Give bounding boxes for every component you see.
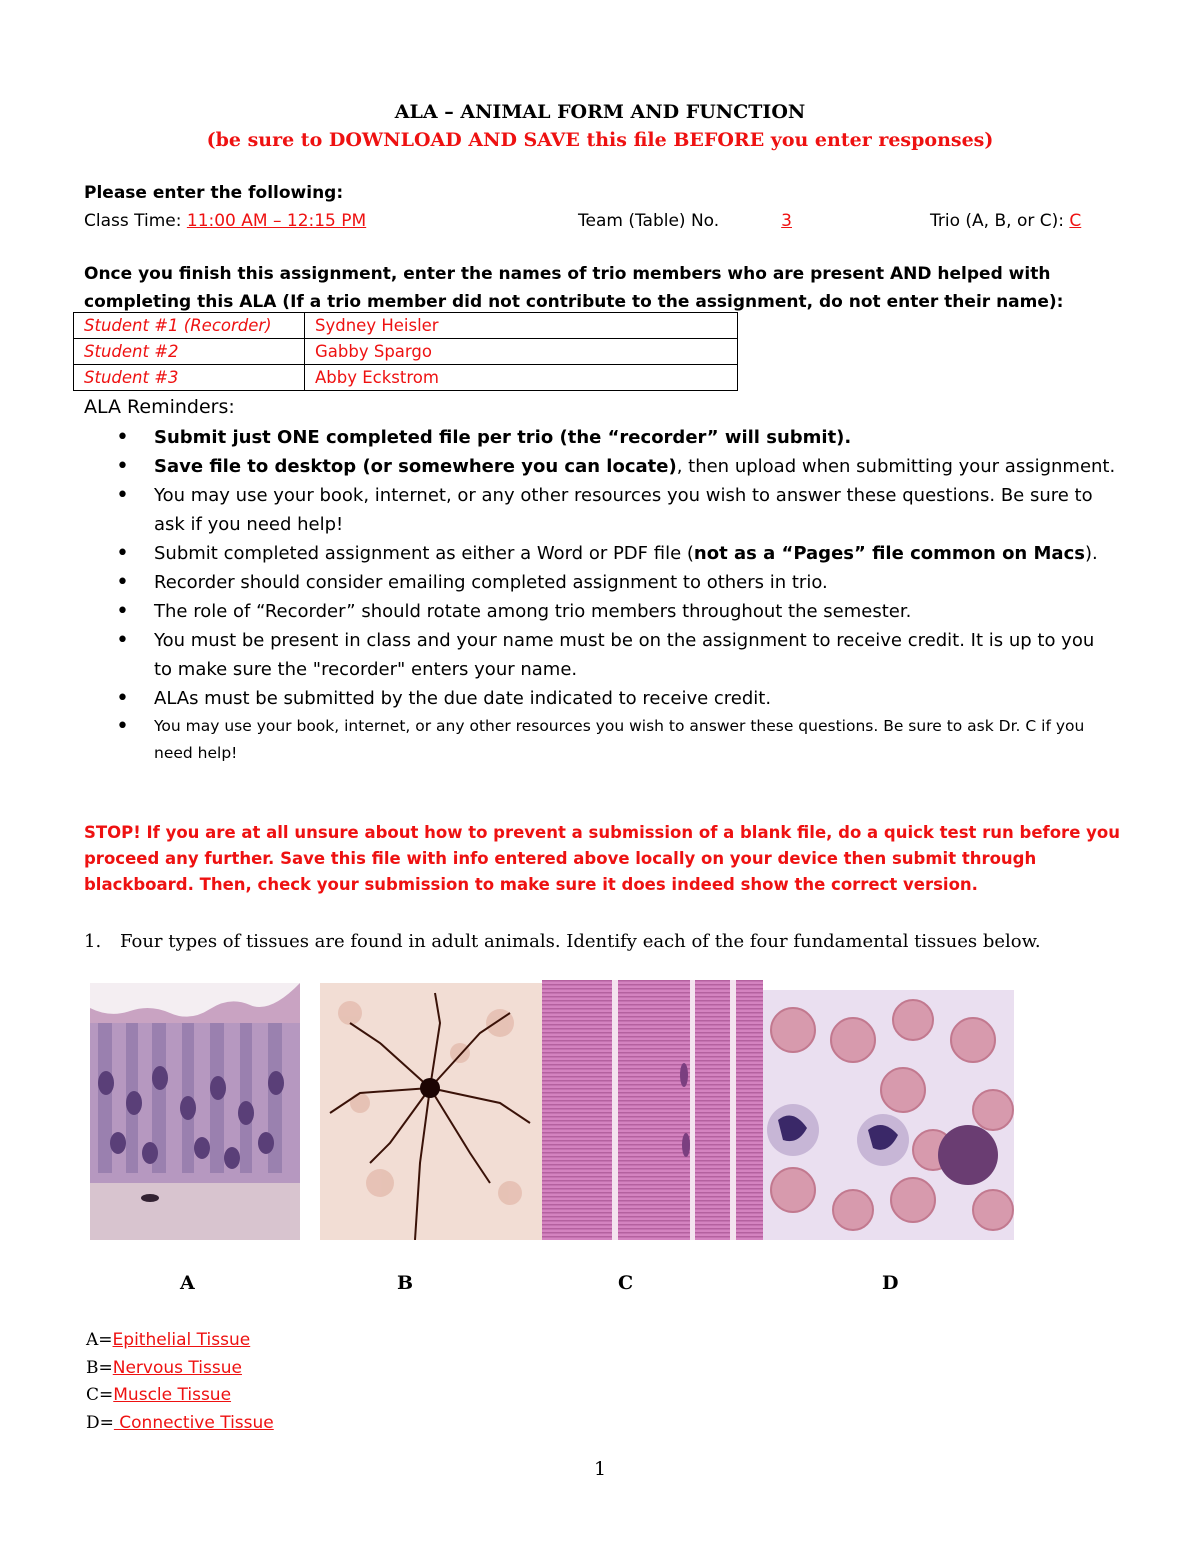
member-name[interactable]: Abby Eckstrom [305,365,738,391]
reminders-heading: ALA Reminders: [84,396,235,418]
list-item [108,597,1118,626]
list-item [108,452,1118,481]
members-instruction: Once you finish this assignment, enter the names of trio members who are present AND helped with completing this ALA (If a trio member did not contribute to the assignment, do not enter their name): [84,264,1064,312]
member-role: Student #3 [74,365,305,391]
answer-b [86,1358,293,1378]
answer-value[interactable]: Connective Tissue [113,1413,274,1433]
question-1 [84,928,1084,956]
reminder-bold: Save file to desktop (or somewhere you can locate) [154,456,677,477]
answer-value[interactable]: Muscle Tissue [113,1385,232,1405]
answer-value[interactable]: Nervous Tissue [112,1358,242,1378]
reminders-list [108,423,1118,767]
document-title: ALA – ANIMAL FORM AND FUNCTION [394,101,806,123]
table-row [74,365,738,391]
member-role: Student #2 [74,339,305,365]
reminder-bold: not as a “Pages” file common on Macs [693,543,1085,564]
table-row [74,339,738,365]
trio-value[interactable]: C [1069,211,1082,231]
page-number: 1 [593,1458,607,1480]
reminder-text: You may use your book, internet, or any other resources you wish to answer these questions. Be sure to ask if you need help! [154,485,1093,535]
tissue-image-d [763,990,1014,1240]
member-name[interactable]: Gabby Spargo [305,339,738,365]
answer-key: C= [86,1385,114,1405]
class-time-value[interactable]: 11:00 AM – 12:15 PM [186,211,367,231]
image-label-b: B [397,1272,414,1294]
trio-members-table [73,312,738,391]
question-text: Four types of tissues are found in adult animals. Identify each of the four fundamental tissues below. [120,931,1041,952]
reminder-bold: Submit just ONE completed file per trio (the “recorder” will submit). [154,427,852,448]
trio-field [930,211,1081,231]
team-field [578,211,849,231]
list-item [108,423,1118,452]
team-value[interactable]: 3 [781,211,792,231]
trio-label: Trio (A, B, or C): [930,211,1070,231]
image-label-d: D [882,1272,899,1294]
list-item [108,626,1118,684]
answer-value[interactable]: Epithelial Tissue [112,1330,251,1350]
answer-d [86,1413,274,1433]
image-label-a: A [180,1272,195,1294]
class-time-field [84,211,443,231]
reminder-text: You must be present in class and your name must be on the assignment to receive credit. It is up to you to make sure the "recorder" enters your name. [154,630,1095,680]
tissue-image-b [320,983,542,1240]
list-item [108,481,1118,539]
reminder-text-after: ). [1084,543,1098,564]
class-time-label: Class Time: [84,211,187,231]
question-number: 1. [84,931,102,952]
team-label: Team (Table) No. [578,211,725,231]
image-label-c: C [618,1272,634,1294]
reminder-text: You may use your book, internet, or any other resources you wish to answer these questions. Be sure to ask Dr. C if you need help! [154,717,1085,762]
list-item [108,568,1118,597]
answer-key: D= [86,1413,114,1433]
answer-a [86,1330,293,1350]
member-role: Student #1 (Recorder) [74,313,305,339]
document-subtitle: (be sure to DOWNLOAD AND SAVE this file BEFORE you enter responses) [206,129,994,151]
stop-notice: STOP! If you are at all unsure about how to prevent a submission of a blank file, do a quick test run before you proceed any further. Save this file with info entered above locally on your device then submit through blackboard. Then, check your submission to make sure it does indeed show the correct version. [84,823,1120,894]
list-item [108,539,1118,568]
list-item [108,713,1118,767]
tissue-image-c [542,980,763,1240]
reminder-text: The role of “Recorder” should rotate among trio members throughout the semester. [154,601,912,622]
reminder-text: Submit completed assignment as either a Word or PDF file ( [154,543,694,564]
reminder-text: , then upload when submitting your assignment. [676,456,1116,477]
answer-c [86,1385,293,1405]
member-name[interactable]: Sydney Heisler [305,313,738,339]
answer-key: B= [86,1358,113,1378]
reminder-text: ALAs must be submitted by the due date indicated to receive credit. [154,688,772,709]
tissue-image-a [90,983,300,1240]
form-prompt: Please enter the following: [84,183,344,203]
list-item [108,684,1118,713]
reminder-text: Recorder should consider emailing completed assignment to others in trio. [154,572,828,593]
table-row [74,313,738,339]
answer-key: A= [86,1330,113,1350]
